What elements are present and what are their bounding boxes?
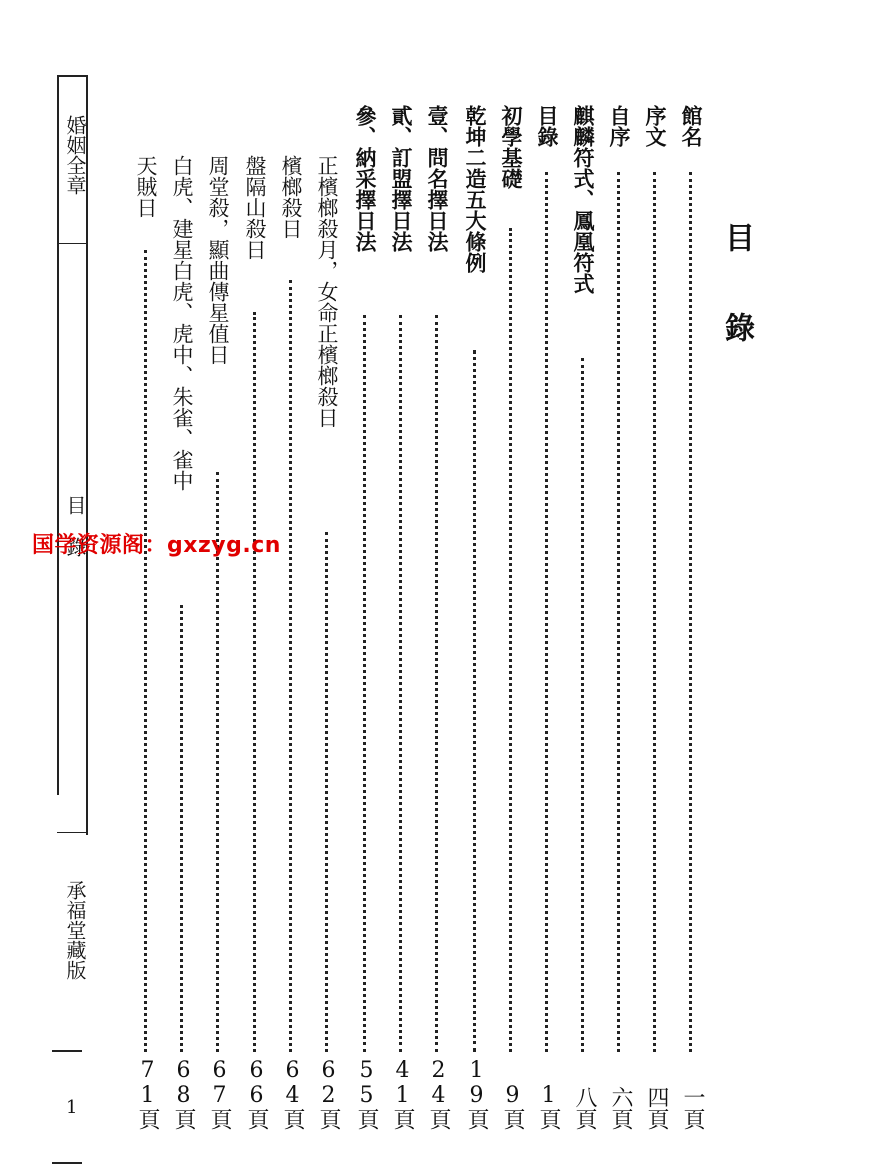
toc-entry-page: 66頁 [244, 1058, 269, 1130]
toc-entry-title: 乾坤二造五大條例 [463, 105, 487, 273]
side-strip [57, 75, 87, 1165]
side-divider [57, 243, 88, 244]
toc-entry-page: 67頁 [207, 1058, 232, 1130]
toc-entry [131, 100, 161, 1130]
toc-entry-title: 館名 [679, 105, 703, 147]
side-top-rule [57, 75, 88, 77]
toc-entry-title: 檳榔殺日 [279, 155, 303, 239]
toc-entry-title: 天賊日 [134, 155, 158, 218]
toc-entry-page: 55頁 [354, 1058, 379, 1130]
toc-entry [640, 100, 670, 1130]
toc-entry-title: 自序 [607, 105, 631, 147]
page-number: 1 [66, 1097, 78, 1118]
leader-dots [653, 172, 656, 1052]
toc-entry [604, 100, 634, 1130]
toc-entry-page: 四頁 [644, 1086, 669, 1130]
toc-entry-page: 71頁 [135, 1058, 160, 1130]
toc-entry-title: 周堂殺，顯曲傳星值日 [206, 155, 230, 365]
leader-dots [180, 605, 183, 1052]
toc-entry-title: 序文 [643, 105, 667, 147]
leader-dots [581, 358, 584, 1052]
toc-entry [312, 100, 342, 1130]
toc-entry [532, 100, 562, 1130]
leader-dots [144, 250, 147, 1052]
watermark-text: 国学资源阁：gxzyg.cn [32, 533, 281, 558]
book-title: 婚姻全章 [63, 115, 87, 195]
leader-dots [435, 315, 438, 1052]
leader-dots [473, 350, 476, 1052]
leader-dots [216, 472, 219, 1052]
toc-entry-page: 六頁 [608, 1086, 633, 1130]
toc-entry [276, 100, 306, 1130]
leader-dots [399, 315, 402, 1052]
leader-dots [325, 532, 328, 1052]
leader-dots [509, 228, 512, 1052]
toc-entry-page: 62頁 [316, 1058, 341, 1130]
toc-entry [460, 100, 490, 1130]
toc-entry-page: 24頁 [426, 1058, 451, 1130]
toc-entry-page: 64頁 [280, 1058, 305, 1130]
toc-entry [496, 100, 526, 1130]
toc-entry-page: 19頁 [464, 1058, 489, 1130]
leader-dots [617, 172, 620, 1052]
toc-entry-title: 白虎、建星白虎、虎中、朱雀、雀中 [170, 155, 194, 491]
toc-entry-title: 參、納采擇日法 [353, 105, 377, 252]
toc-entry-title: 正檳榔殺月，女命正檳榔殺日 [315, 155, 339, 428]
toc-entry-title: 麒麟符式、鳳凰符式 [571, 105, 595, 294]
toc-entry-title: 壹、問名擇日法 [425, 105, 449, 252]
side-divider [57, 832, 88, 833]
side-bottom-rule [52, 1050, 82, 1052]
publisher-label: 承福堂藏版 [63, 880, 87, 980]
toc-entry-page: 9頁 [500, 1083, 525, 1130]
leader-dots [689, 172, 692, 1052]
toc-entry [676, 100, 706, 1130]
toc-entry [167, 100, 197, 1130]
toc-entry-page: 一頁 [680, 1086, 705, 1130]
toc-entry [350, 100, 380, 1130]
toc-entry [203, 100, 233, 1130]
toc-entry-page: 68頁 [171, 1058, 196, 1130]
toc-entry-title: 盤隔山殺日 [243, 155, 267, 260]
toc-entry-title: 目錄 [535, 105, 559, 147]
leader-dots [289, 280, 292, 1052]
toc-entry-title: 初學基礎 [499, 105, 523, 189]
toc-entry [568, 100, 598, 1130]
leader-dots [253, 312, 256, 1052]
section-label: 目錄 [63, 495, 87, 579]
page-title: 目錄 [719, 222, 754, 402]
leader-dots [363, 315, 366, 1052]
side-left-rule [57, 75, 59, 795]
toc-entry [422, 100, 452, 1130]
toc-entry-title: 貳、訂盟擇日法 [389, 105, 413, 252]
toc-entry-page: 八頁 [572, 1086, 597, 1130]
toc-entry [240, 100, 270, 1130]
toc-entry-page: 41頁 [390, 1058, 415, 1130]
toc-entry-page: 1頁 [536, 1083, 561, 1130]
toc-entry [386, 100, 416, 1130]
leader-dots [545, 172, 548, 1052]
